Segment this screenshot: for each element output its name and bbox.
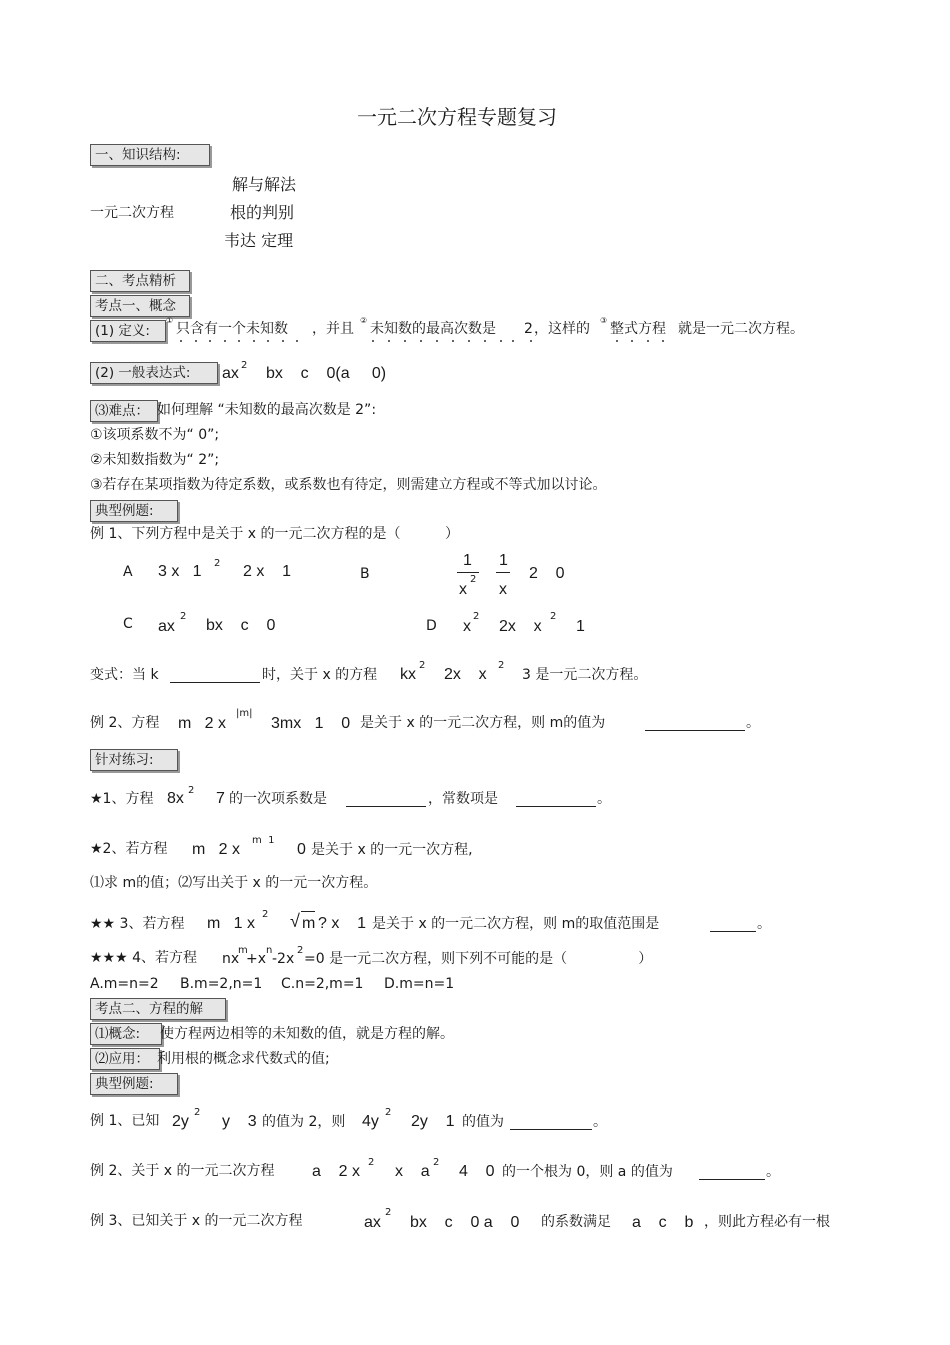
marker-3: ③ bbox=[600, 316, 608, 325]
sqrt-icon: √ bbox=[290, 911, 300, 931]
emphasis-dot bbox=[195, 340, 197, 342]
definition-part-1: 只含有一个未知数 bbox=[176, 321, 288, 337]
p3-exponent: 2 bbox=[262, 909, 269, 920]
p4-mid-2: -2x bbox=[272, 951, 295, 967]
kp2-ex3-expr-2: bx c 0 a 0 bbox=[410, 1214, 520, 1231]
emphasis-dot bbox=[662, 340, 664, 342]
variant-tail: 3 是一元二次方程。 bbox=[522, 667, 648, 683]
variant-expr: kx bbox=[400, 666, 416, 683]
emphasis-dot bbox=[631, 340, 633, 342]
emphasis-dot bbox=[267, 340, 269, 342]
difficulty-item-3: ③若存在某项指数为待定系数，或系数也有待定，则需建立方程或不等式加以讨论。 bbox=[90, 477, 607, 493]
kp2-ex2-blank[interactable] bbox=[699, 1165, 765, 1180]
definition-part-3: 未知数的最高次数是 bbox=[370, 321, 496, 337]
ex2-prefix: 例 2、方程 bbox=[90, 715, 160, 731]
structure-item-discriminant: 根的判别 bbox=[230, 203, 295, 222]
emphasis-dot bbox=[452, 340, 454, 342]
p1-end: 。 bbox=[597, 791, 611, 807]
emphasis-dot bbox=[180, 340, 182, 342]
definition-part-6: 就是一元二次方程。 bbox=[678, 321, 804, 337]
p2-exponent: m 1 bbox=[252, 835, 275, 846]
p3-prefix: ★★ 3、若方程 bbox=[90, 916, 185, 932]
ex1-stem: 例 1、下列方程中是关于 x 的一元二次方程的是（ ） bbox=[90, 526, 460, 542]
kp2-ex3-tail: ，则此方程必有一根 bbox=[704, 1214, 830, 1230]
kp2-ex1-blank[interactable] bbox=[510, 1115, 592, 1130]
option-b-rest: 2 0 bbox=[529, 565, 565, 582]
p1-middle: 的一次项系数是 bbox=[229, 791, 327, 807]
option-d-exponent-2: 2 bbox=[550, 611, 557, 622]
p4-expr: nx bbox=[222, 951, 240, 967]
emphasis-dot bbox=[647, 340, 649, 342]
kp2-ex1-exponent: 2 bbox=[194, 1107, 201, 1118]
p1-exponent: 2 bbox=[188, 785, 195, 796]
difficulty-text: 如何理解 “未知数的最高次数是 2”: bbox=[157, 402, 377, 418]
variant-prefix: 变式：当 k bbox=[90, 667, 159, 683]
p4-option-a: A.m=n=2 bbox=[90, 976, 159, 992]
p3-sqrt-arg: m bbox=[302, 915, 316, 932]
emphasis-dot bbox=[372, 340, 374, 342]
structure-root-label: 一元二次方程 bbox=[90, 205, 174, 221]
difficulty-item-2: ②未知数指数为“ 2”; bbox=[90, 452, 220, 468]
p4-prefix: ★★★ 4、若方程 bbox=[90, 950, 198, 966]
structure-item-solutions: 解与解法 bbox=[232, 175, 297, 194]
option-d-rest: 1 bbox=[576, 618, 585, 635]
ex2-end: 。 bbox=[746, 715, 760, 731]
p3-tail: 是关于 x 的一元二次方程，则 m的取值范围是 bbox=[372, 916, 660, 932]
option-d-expr: x bbox=[463, 618, 471, 635]
option-c-label: C bbox=[123, 616, 133, 632]
kp2-ex1-expr-2: y 3 bbox=[222, 1113, 257, 1130]
ex2-blank[interactable] bbox=[645, 716, 745, 731]
p3-end: 。 bbox=[757, 916, 771, 932]
kp2-label: 考点二、方程的解 bbox=[90, 998, 226, 1020]
p2-tail: 是关于 x 的一元一次方程, bbox=[311, 842, 473, 858]
option-c-rest: bx c 0 bbox=[206, 617, 276, 634]
p4-exponent-n: n bbox=[266, 945, 273, 956]
p2-prefix: ★2、若方程 bbox=[90, 841, 168, 857]
emphasis-dot bbox=[388, 340, 390, 342]
kp2-examples-label: 典型例题: bbox=[90, 1073, 178, 1095]
p1-expr: 8x bbox=[167, 790, 184, 807]
kp2-ex3-expr-3: a c b bbox=[632, 1214, 694, 1231]
variant-middle: 时，关于 x 的方程 bbox=[262, 667, 378, 683]
p1-middle-2: ，常数项是 bbox=[428, 791, 498, 807]
kp2-ex2-prefix: 例 2、关于 x 的一元二次方程 bbox=[90, 1163, 275, 1179]
practice-label: 针对练习: bbox=[90, 749, 178, 771]
emphasis-dot bbox=[530, 340, 532, 342]
emphasis-dot bbox=[296, 340, 298, 342]
marker-2: ② bbox=[360, 316, 368, 325]
p1-prefix: ★1、方程 bbox=[90, 791, 154, 807]
emphasis-dot bbox=[253, 340, 255, 342]
kp2-apply-label: ⑵应用： bbox=[90, 1048, 160, 1070]
variant-exponent-2: 2 bbox=[498, 660, 505, 671]
p4-exponent-m: m bbox=[238, 945, 248, 956]
ex2-tail: 是关于 x 的一元二次方程，则 m的值为 bbox=[360, 715, 606, 731]
kp2-ex1-expr: 2y bbox=[172, 1113, 189, 1130]
kp2-ex2-exponent-2: 2 bbox=[433, 1157, 440, 1168]
kp2-ex1-prefix: 例 1、已知 bbox=[90, 1113, 160, 1129]
p3-expr: m 1 x bbox=[207, 915, 256, 932]
option-a-label: A bbox=[123, 564, 133, 580]
variant-blank[interactable] bbox=[170, 668, 260, 683]
difficulty-label: ⑶难点： bbox=[90, 400, 158, 422]
kp2-ex1-middle: 的值为 2，则 bbox=[262, 1114, 346, 1130]
kp2-ex3-middle: 的系数满足 bbox=[541, 1214, 611, 1230]
option-b-den1: x bbox=[459, 581, 467, 598]
p4-option-d: D.m=n=1 bbox=[384, 976, 455, 992]
ex2-expr: m 2 x bbox=[178, 715, 227, 732]
option-b-den-exponent: 2 bbox=[470, 574, 477, 585]
kp2-concept-label: ⑴概念: bbox=[90, 1023, 162, 1045]
examples-label: 典型例题: bbox=[90, 500, 178, 522]
variant-exponent: 2 bbox=[419, 660, 426, 671]
p4-option-c: C.n=2,m=1 bbox=[281, 976, 364, 992]
kp2-ex3-prefix: 例 3、已知关于 x 的一元二次方程 bbox=[90, 1213, 303, 1229]
definition-part-4: ，这样的 bbox=[534, 321, 590, 337]
p3-expr-2: ? x 1 bbox=[318, 915, 367, 932]
kp2-ex1-expr-3: 4y bbox=[362, 1113, 379, 1130]
kp2-ex2-expr: a 2 x bbox=[312, 1163, 361, 1180]
p1-blank-1[interactable] bbox=[346, 792, 426, 807]
option-b-num2: 1 bbox=[499, 552, 508, 569]
kp2-ex1-tail: 的值为 bbox=[462, 1114, 504, 1130]
p2-expr: m 2 x bbox=[192, 841, 241, 858]
emphasis-dot bbox=[468, 340, 470, 342]
p1-blank-2[interactable] bbox=[516, 792, 596, 807]
general-form-label: (2) 一般表达式: bbox=[90, 362, 218, 384]
emphasis-dot bbox=[484, 340, 486, 342]
p1-expr-2: 7 bbox=[216, 790, 225, 807]
kp2-ex3-exponent: 2 bbox=[385, 1207, 392, 1218]
kp1-label: 考点一、概念 bbox=[90, 295, 190, 317]
option-b-den2: x bbox=[499, 581, 507, 598]
page-title: 一元二次方程专题复习 bbox=[357, 105, 557, 129]
emphasis-dot bbox=[420, 340, 422, 342]
definition-part-2: ，并且 bbox=[312, 321, 354, 337]
sqrt-bar bbox=[301, 911, 315, 912]
emphasis-dot bbox=[224, 340, 226, 342]
p4-option-b: B.m=2,n=1 bbox=[180, 976, 263, 992]
emphasis-dot bbox=[436, 340, 438, 342]
ex2-expr-2: 3mx 1 0 bbox=[271, 715, 351, 732]
option-d-exponent: 2 bbox=[473, 611, 480, 622]
option-b-fraction-bar-1 bbox=[457, 572, 479, 573]
emphasis-dot bbox=[616, 340, 618, 342]
emphasis-dot bbox=[512, 340, 514, 342]
p4-mid: +x bbox=[246, 951, 267, 967]
structure-item-vieta: 韦达 定理 bbox=[224, 231, 294, 250]
option-d-label: D bbox=[426, 618, 437, 634]
general-form-rest: bx c 0(a 0) bbox=[266, 365, 387, 382]
section-analysis-label: 二、考点精析 bbox=[90, 270, 190, 292]
option-b-num1: 1 bbox=[463, 552, 472, 569]
difficulty-item-1: ①该项系数不为“ 0”; bbox=[90, 427, 220, 443]
definition-label: (1) 定义: bbox=[90, 320, 166, 342]
p2-line-2: ⑴求 m的值；⑵写出关于 x 的一元一次方程。 bbox=[90, 875, 378, 891]
kp2-ex1-end: 。 bbox=[593, 1114, 607, 1130]
variant-expr-2: 2x x bbox=[444, 666, 487, 683]
option-b-label: B bbox=[360, 566, 370, 582]
option-a-exponent: 2 bbox=[214, 558, 221, 569]
emphasis-dot bbox=[282, 340, 284, 342]
kp2-concept-text: 使方程两边相等的未知数的值，就是方程的解。 bbox=[160, 1026, 454, 1042]
emphasis-dot bbox=[500, 340, 502, 342]
kp2-ex3-expr: ax bbox=[364, 1214, 381, 1231]
emphasis-dot bbox=[404, 340, 406, 342]
kp2-ex1-expr-4: 2y 1 bbox=[411, 1113, 455, 1130]
ex2-exponent: |m| bbox=[236, 708, 253, 719]
kp2-ex2-end: 。 bbox=[766, 1164, 780, 1180]
definition-part-5: 整式方程 bbox=[610, 321, 666, 337]
p4-exponent-2: 2 bbox=[297, 945, 304, 956]
option-c-expr: ax bbox=[158, 618, 175, 635]
option-a-rest: 2 x 1 bbox=[243, 563, 292, 580]
option-d-mid: 2x x bbox=[499, 618, 542, 635]
kp2-apply-text: 利用根的概念求代数式的值; bbox=[157, 1051, 330, 1067]
general-form-exponent: 2 bbox=[241, 360, 248, 371]
definition-degree: 2 bbox=[524, 321, 533, 337]
emphasis-dot bbox=[209, 340, 211, 342]
kp2-ex2-expr-2: x a bbox=[395, 1163, 430, 1180]
p2-expr-2: 0 bbox=[297, 841, 306, 858]
kp2-ex2-tail: 的一个根为 0，则 a 的值为 bbox=[502, 1164, 673, 1180]
section-knowledge-structure-label: 一、知识结构: bbox=[90, 144, 210, 166]
general-form-ax: ax bbox=[222, 365, 239, 382]
option-b-fraction-bar-2 bbox=[496, 572, 510, 573]
option-c-exponent: 2 bbox=[180, 611, 187, 622]
kp2-ex1-exponent-2: 2 bbox=[385, 1107, 392, 1118]
p4-tail: =0 是一元二次方程，则下列不可能的是（ ） bbox=[304, 951, 653, 967]
p3-blank[interactable] bbox=[710, 917, 756, 932]
kp2-ex2-exponent: 2 bbox=[368, 1157, 375, 1168]
option-a-expr: 3 x 1 bbox=[158, 563, 202, 580]
kp2-ex2-expr-3: 4 0 bbox=[459, 1163, 495, 1180]
emphasis-dot bbox=[238, 340, 240, 342]
marker-1: ① bbox=[166, 316, 174, 325]
